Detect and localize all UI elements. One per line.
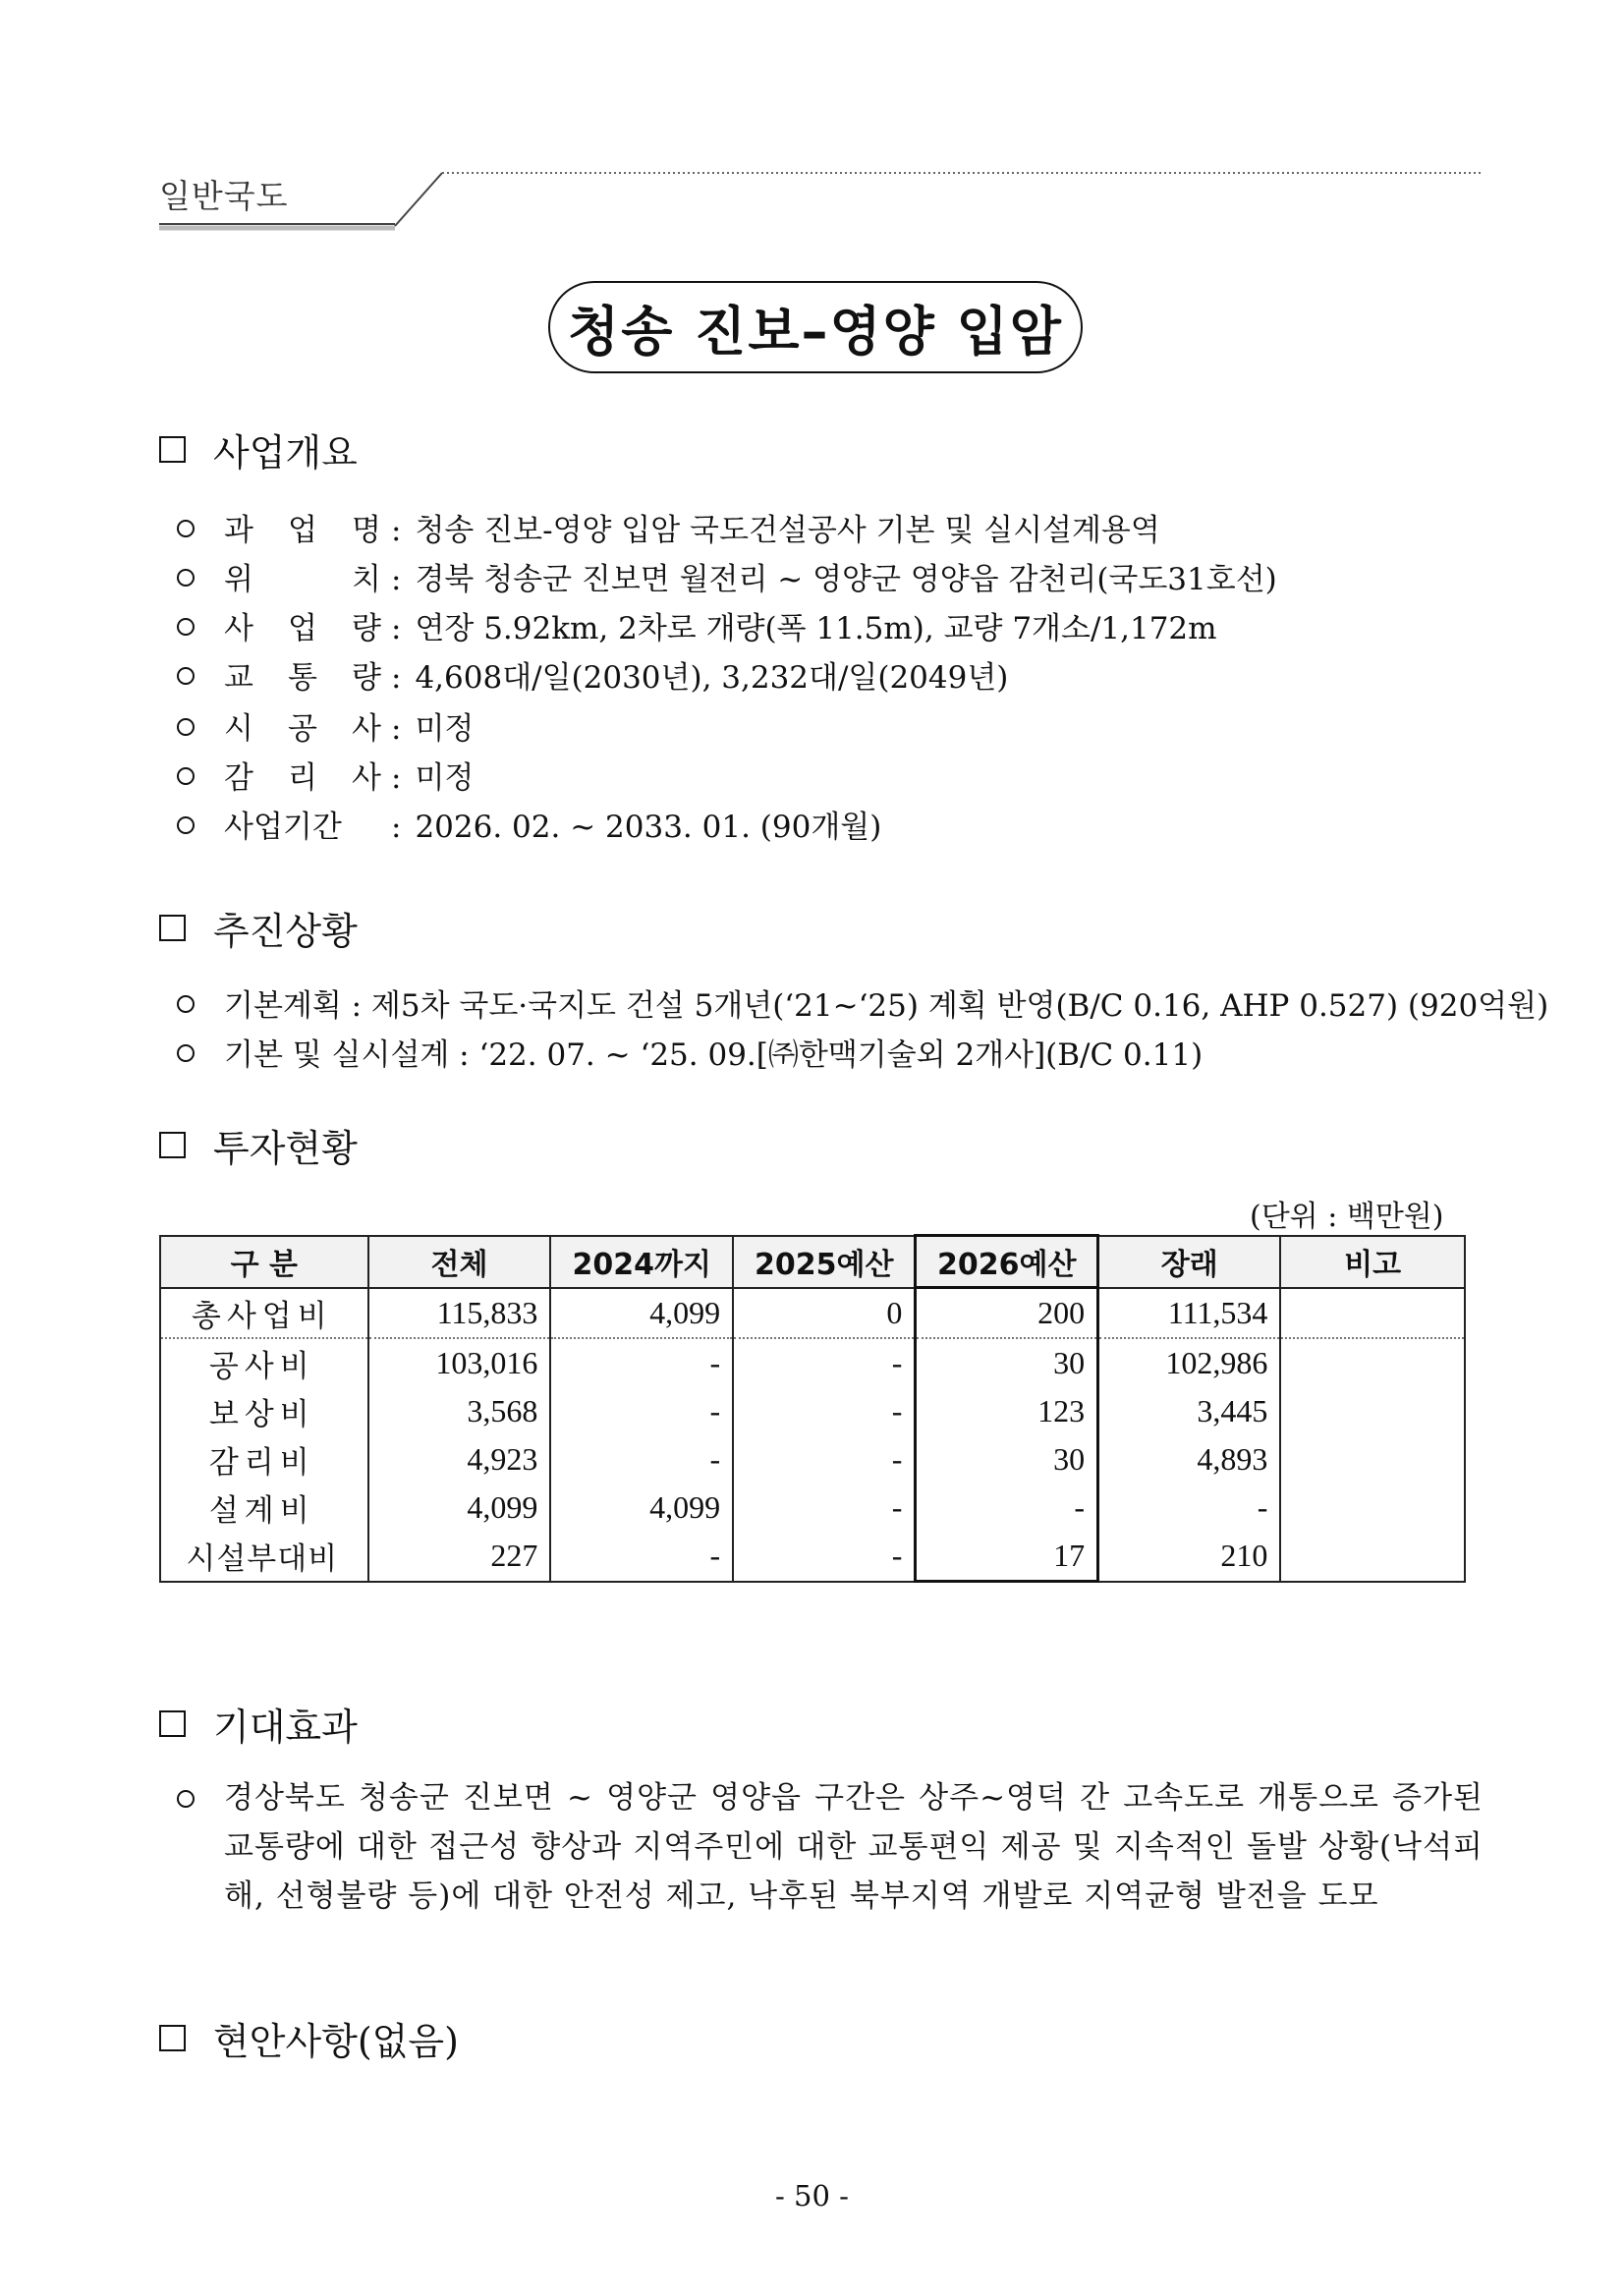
section-effect-heading <box>159 1697 358 1751</box>
table-cell: - <box>733 1435 916 1484</box>
section-title: 투자현황 <box>213 1127 358 1170</box>
progress-item <box>177 980 1548 1025</box>
table-cell <box>1280 1435 1465 1484</box>
table-cell: - <box>1098 1484 1281 1532</box>
investment-table <box>159 1234 1466 1583</box>
column-header: 2025예산 <box>733 1236 916 1288</box>
table-cell: 3,568 <box>368 1387 551 1435</box>
title-box <box>548 281 1083 373</box>
item-text: 기본계획 : 제5차 국도·국지도 건설 5개년(‘21~‘25) 계획 반영(B/C 0.16, AHP 0.527) (920억원) <box>224 988 1549 1024</box>
table-cell: - <box>733 1484 916 1532</box>
effect-paragraph <box>177 1773 1484 1921</box>
item-label: 위 치 <box>224 562 381 597</box>
page-number: - 50 - <box>775 2179 849 2212</box>
row-label: 공사비 <box>160 1338 368 1387</box>
table-cell: 30 <box>916 1435 1098 1484</box>
table-cell: 200 <box>916 1288 1098 1339</box>
table-cell <box>1280 1532 1465 1582</box>
column-header: 장래 <box>1098 1236 1281 1288</box>
table-cell: - <box>550 1338 733 1387</box>
item-label: 사 업 량 <box>224 611 381 646</box>
column-header: 구 분 <box>160 1236 368 1288</box>
column-header: 2024까지 <box>550 1236 733 1288</box>
item-label: 과 업 명 <box>224 513 381 548</box>
table-cell: - <box>550 1532 733 1582</box>
item-value: 미정 <box>415 760 475 796</box>
table-cell: 4,099 <box>550 1484 733 1532</box>
item-value: 연장 5.92km, 2차로 개량(폭 11.5m), 교량 7개소/1,172m <box>415 611 1217 646</box>
column-header: 비고 <box>1280 1236 1465 1288</box>
table-cell: 227 <box>368 1532 551 1582</box>
overview-item: 사 업 량 : 연장 5.92km, 2차로 개량(폭 11.5m), 교량 7개소/1,172m <box>177 603 1217 647</box>
table-cell: 123 <box>916 1387 1098 1435</box>
section-overview-heading <box>159 422 358 476</box>
circle-bullet-icon <box>177 569 195 587</box>
item-label: 시 공 사 <box>224 711 381 747</box>
effect-text: 경상북도 청송군 진보면 ~ 영양군 영양읍 구간은 상주~영덕 간 고속도로 개통으로 증가된 교통량에 대한 접근성 향상과 지역주민에 대한 교통편익 제공 및 지속적인 돌발 상황(낙석피해, 선형불량 등)에 대한 안전성 제고, 낙후된 북부지역 개발로 지역균형 발전을 도모 <box>224 1780 1484 1914</box>
overview-item: 교 통 량 : 4,608대/일(2030년), 3,232대/일(2049년) <box>177 652 1008 697</box>
item-label: 교 통 량 <box>224 660 381 696</box>
table-cell: 4,099 <box>368 1484 551 1532</box>
circle-bullet-icon <box>177 618 195 636</box>
table-cell <box>1280 1484 1465 1532</box>
table-row <box>160 1387 1465 1435</box>
table-cell: 4,923 <box>368 1435 551 1484</box>
circle-bullet-icon <box>177 667 195 685</box>
table-row <box>160 1338 1465 1387</box>
section-title: 현안사항(없음) <box>213 2020 459 2063</box>
circle-bullet-icon <box>177 718 195 736</box>
table-row <box>160 1435 1465 1484</box>
table-cell: 0 <box>733 1288 916 1339</box>
item-label: 감 리 사 <box>224 760 381 796</box>
table-cell: - <box>733 1532 916 1582</box>
table-cell <box>1280 1288 1465 1339</box>
row-label: 총사업비 <box>160 1288 368 1339</box>
overview-item: 과 업 명 : 청송 진보-영양 입암 국도건설공사 기본 및 실시설계용역 <box>177 505 1160 549</box>
circle-bullet-icon <box>177 1790 195 1808</box>
table-cell: 30 <box>916 1338 1098 1387</box>
table-header-row <box>160 1236 1465 1288</box>
circle-bullet-icon <box>177 816 195 834</box>
section-issues-heading <box>159 2011 459 2065</box>
progress-item <box>177 1030 1203 1074</box>
section-title: 기대효과 <box>213 1706 358 1749</box>
checkbox-square-icon <box>159 2025 186 2051</box>
row-label: 보상비 <box>160 1387 368 1435</box>
row-label: 시설부대비 <box>160 1532 368 1582</box>
checkbox-square-icon <box>159 1710 186 1737</box>
circle-bullet-icon <box>177 995 195 1013</box>
column-header: 전체 <box>368 1236 551 1288</box>
table-row <box>160 1288 1465 1339</box>
item-label: 사업기간 <box>224 810 342 845</box>
column-header: 2026예산 <box>916 1236 1098 1288</box>
table-cell: - <box>733 1338 916 1387</box>
table-cell: 210 <box>1098 1532 1281 1582</box>
overview-item: 감 리 사 : 미정 <box>177 753 474 797</box>
page-title: 청송 진보–영양 입암 <box>568 300 1063 363</box>
checkbox-square-icon <box>159 915 186 941</box>
item-value: 미정 <box>415 711 475 747</box>
table-cell: 111,534 <box>1098 1288 1281 1339</box>
table-cell: 115,833 <box>368 1288 551 1339</box>
table-row <box>160 1532 1465 1582</box>
checkbox-square-icon <box>159 1132 186 1158</box>
item-value: 2026. 02. ~ 2033. 01. (90개월) <box>415 810 882 845</box>
row-label: 감리비 <box>160 1435 368 1484</box>
table-cell <box>1280 1387 1465 1435</box>
item-value: 청송 진보-영양 입암 국도건설공사 기본 및 실시설계용역 <box>415 513 1160 548</box>
overview-item: 위 치 : 경북 청송군 진보면 월전리 ~ 영양군 영양읍 감천리(국도31호선) <box>177 554 1277 598</box>
table-cell: 4,893 <box>1098 1435 1281 1484</box>
section-investment-heading <box>159 1118 358 1172</box>
header-tab-line <box>157 163 1484 232</box>
table-cell: 3,445 <box>1098 1387 1281 1435</box>
header-category: 일반국도 <box>159 177 289 215</box>
table-cell <box>1280 1338 1465 1387</box>
table-cell: - <box>733 1387 916 1435</box>
circle-bullet-icon <box>177 767 195 785</box>
overview-item: 사업기간 : 2026. 02. ~ 2033. 01. (90개월) <box>177 802 881 846</box>
item-value: 4,608대/일(2030년), 3,232대/일(2049년) <box>415 660 1009 696</box>
item-value: 경북 청송군 진보면 월전리 ~ 영양군 영양읍 감천리(국도31호선) <box>415 562 1277 597</box>
table-row <box>160 1484 1465 1532</box>
checkbox-square-icon <box>159 436 186 463</box>
table-cell: - <box>550 1435 733 1484</box>
table-cell: 102,986 <box>1098 1338 1281 1387</box>
section-progress-heading <box>159 901 358 955</box>
circle-bullet-icon <box>177 1044 195 1062</box>
row-label: 설계비 <box>160 1484 368 1532</box>
circle-bullet-icon <box>177 520 195 537</box>
table-cell: 103,016 <box>368 1338 551 1387</box>
section-title: 추진상황 <box>213 910 358 953</box>
table-cell: - <box>550 1387 733 1435</box>
table-unit: (단위 : 백만원) <box>1250 1200 1444 1234</box>
table-cell: 17 <box>916 1532 1098 1582</box>
table-cell: 4,099 <box>550 1288 733 1339</box>
section-title: 사업개요 <box>213 431 358 475</box>
overview-item: 시 공 사 : 미정 <box>177 703 474 748</box>
item-text: 기본 및 실시설계 : ‘22. 07. ~ ‘25. 09.[㈜한맥기술외 2개사](B/C 0.11) <box>224 1037 1204 1073</box>
table-cell: - <box>916 1484 1098 1532</box>
